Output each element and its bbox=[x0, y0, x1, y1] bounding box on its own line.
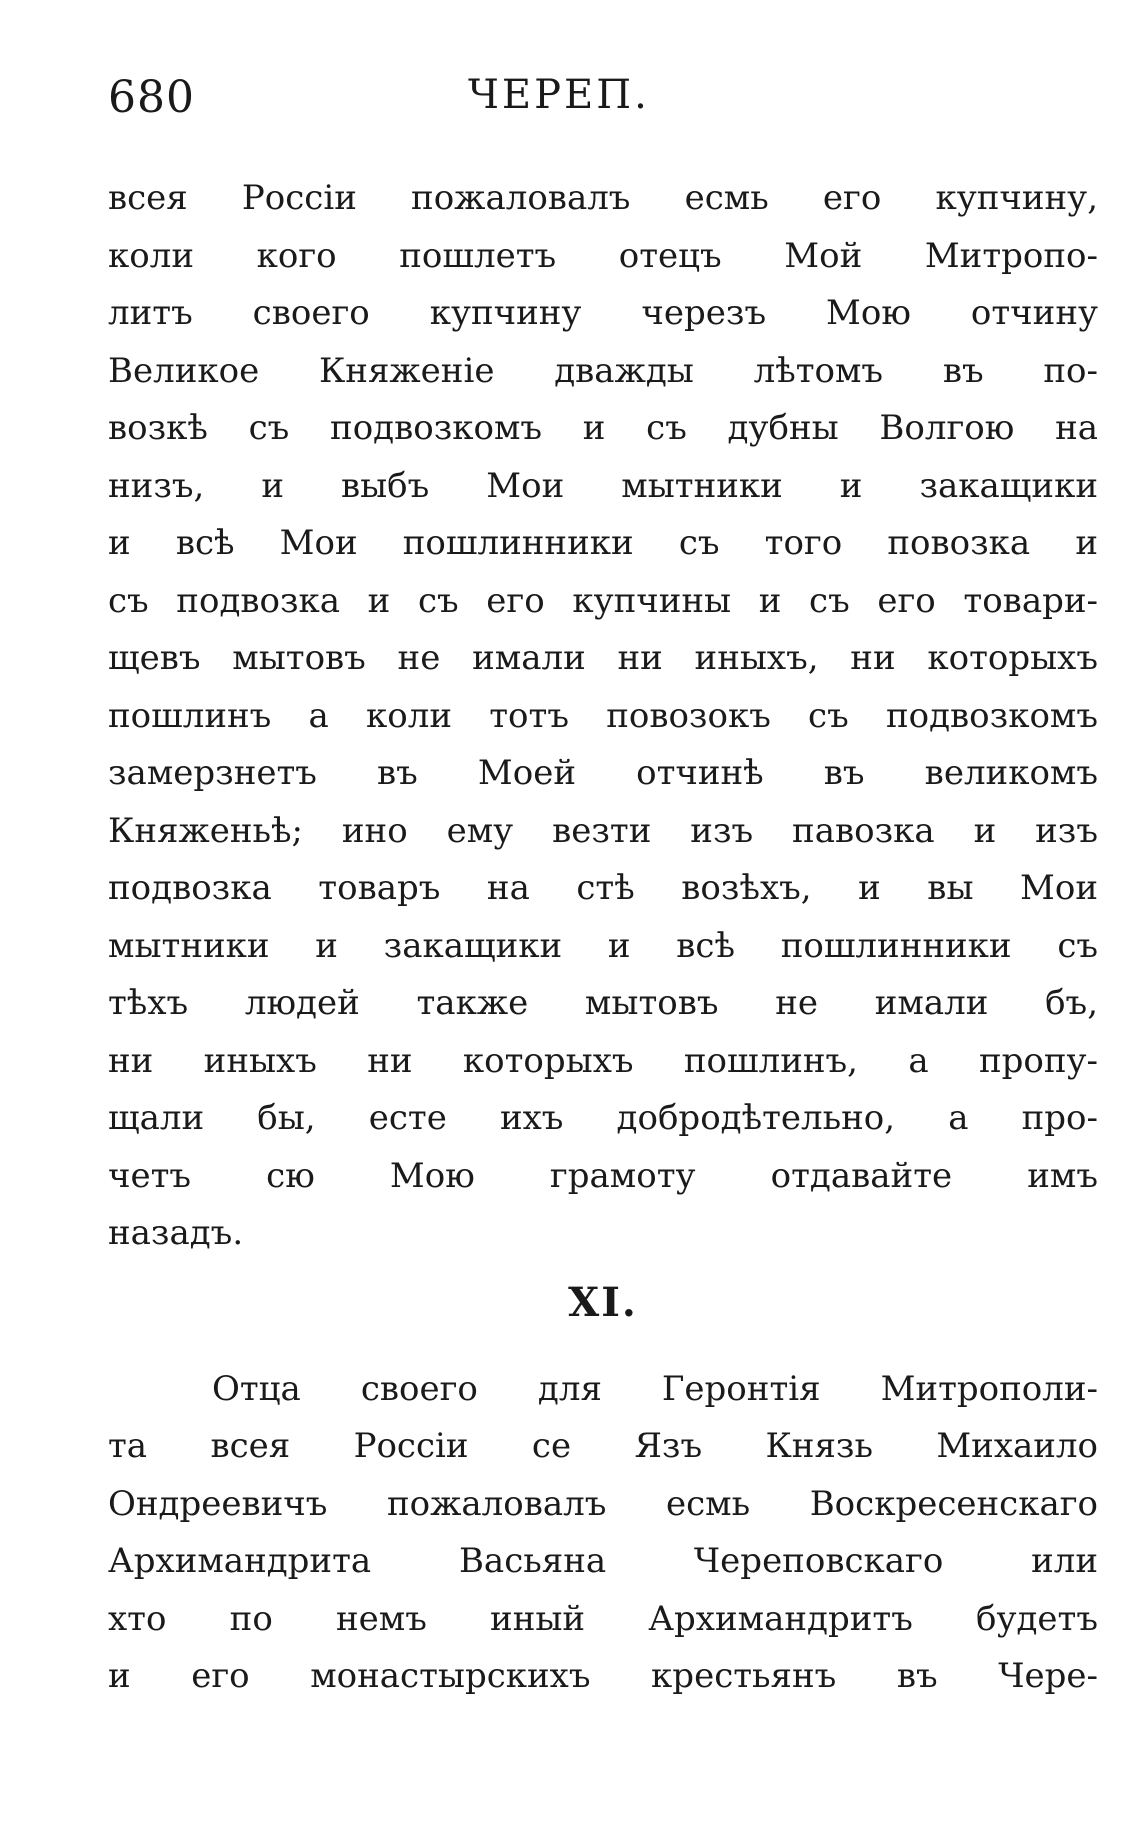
body-text bbox=[108, 170, 1098, 1706]
heading-spacer bbox=[108, 1343, 1098, 1361]
text-line: литъ своего купчину черезъ Мою отчину bbox=[108, 293, 1098, 333]
text-line: и всѣ Мои пошлинники съ того повозка и bbox=[108, 523, 1098, 563]
running-title: ЧЕРЕП. bbox=[468, 72, 650, 118]
paragraph-2 bbox=[108, 1361, 1098, 1706]
text-line: Ондреевичъ пожаловалъ есмь Воскресенскаго bbox=[108, 1483, 1098, 1524]
text-line: щевъ мытовъ не имали ни иныхъ, ни которыхъ bbox=[108, 638, 1098, 678]
text-line: и его монастырскихъ крестьянъ въ Чере- bbox=[108, 1656, 1098, 1696]
text-line: тѣхъ людей также мытовъ не имали бъ, bbox=[108, 983, 1098, 1023]
text-line: Великое Княженіе дважды лѣтомъ въ по- bbox=[108, 350, 1098, 391]
text-line: хто по немъ иный Архимандритъ будетъ bbox=[108, 1598, 1098, 1639]
text-line: низъ, и выбъ Мои мытники и закащики bbox=[108, 465, 1098, 506]
paragraph-1 bbox=[108, 170, 1098, 1263]
text-line: ни иныхъ ни которыхъ пошлинъ, а пропу- bbox=[108, 1040, 1098, 1081]
text-line: та всея Россіи се Язъ Князь Михаило bbox=[108, 1426, 1098, 1466]
section-heading: XI. bbox=[568, 1278, 638, 1326]
text-line: Архимандрита Васьяна Череповскаго или bbox=[108, 1541, 1098, 1581]
text-line: Отца своего для Геронтія Митрополи- bbox=[212, 1368, 1098, 1409]
text-line: подвозка товаръ на стѣ возѣхъ, и вы Мои bbox=[108, 868, 1098, 908]
text-line: пошлинъ а коли тотъ повозокъ съ подвозкомъ bbox=[108, 695, 1098, 736]
text-line: четъ сю Мою грамоту отдавайте имъ bbox=[108, 1155, 1098, 1196]
text-line: назадъ. bbox=[108, 1213, 244, 1253]
text-line: замерзнетъ въ Моей отчинѣ въ великомъ bbox=[108, 753, 1098, 793]
page-number: 680 bbox=[108, 72, 195, 123]
text-line: щали бы, есте ихъ добродѣтельно, а про- bbox=[108, 1098, 1098, 1138]
text-line: Княженьѣ; ино ему везти изъ павозка и изъ bbox=[108, 810, 1098, 851]
text-line: коли кого пошлетъ отецъ Мой Митропо- bbox=[108, 235, 1098, 276]
text-line: возкѣ съ подвозкомъ и съ дубны Волгою на bbox=[108, 408, 1098, 448]
page-header bbox=[108, 72, 1088, 132]
text-line: мытники и закащики и всѣ пошлинники съ bbox=[108, 925, 1098, 966]
text-line: съ подвозка и съ его купчины и съ его товари- bbox=[108, 580, 1098, 621]
text-line: всея Россіи пожаловалъ есмь его купчину, bbox=[108, 178, 1098, 218]
